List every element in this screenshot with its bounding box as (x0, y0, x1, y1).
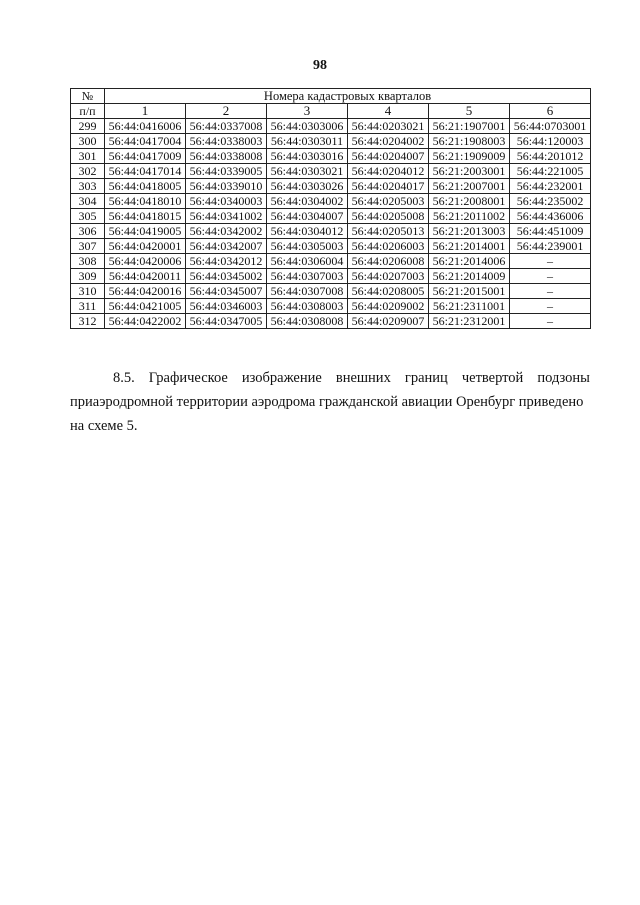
table-row (71, 284, 591, 299)
cadastral-number-cell: 56:44:0206003 (348, 239, 429, 254)
row-number-cell: 305 (71, 209, 105, 224)
paragraph-word: четвертой (461, 370, 524, 386)
cadastral-number-cell: 56:44:0204002 (348, 134, 429, 149)
table-row (71, 164, 591, 179)
cadastral-number-cell: 56:21:2013003 (429, 224, 510, 239)
cadastral-number-cell: 56:44:0204007 (348, 149, 429, 164)
cadastral-number-cell: 56:44:0703001 (510, 119, 591, 134)
cadastral-number-cell: 56:44:0304012 (267, 224, 348, 239)
cadastral-number-cell: 56:44:239001 (510, 239, 591, 254)
cadastral-number-cell: – (510, 299, 591, 314)
cadastral-number-cell: 56:44:0421005 (105, 299, 186, 314)
cadastral-number-cell: 56:44:0303021 (267, 164, 348, 179)
paragraph-line (113, 366, 590, 390)
paragraph-word: Графическое (148, 370, 228, 386)
cadastral-number-cell: 56:44:0207003 (348, 269, 429, 284)
cadastral-number-cell: 56:44:0303016 (267, 149, 348, 164)
cadastral-number-cell: 56:21:2014001 (429, 239, 510, 254)
row-number-cell: 300 (71, 134, 105, 149)
header-number-top: № (71, 89, 105, 104)
table-row (71, 194, 591, 209)
paragraph-word: подзоны (537, 370, 590, 386)
table-row (71, 299, 591, 314)
cadastral-number-cell: 56:44:0417004 (105, 134, 186, 149)
column-number: 3 (267, 104, 348, 119)
row-number-cell: 309 (71, 269, 105, 284)
table-row (71, 149, 591, 164)
row-number-cell: 303 (71, 179, 105, 194)
column-number: 6 (510, 104, 591, 119)
cadastral-number-cell: 56:44:0306004 (267, 254, 348, 269)
cadastral-number-cell: 56:44:0208005 (348, 284, 429, 299)
cadastral-number-cell: 56:44:0345007 (186, 284, 267, 299)
cadastral-number-cell: 56:44:232001 (510, 179, 591, 194)
cadastral-number-cell: 56:44:0417009 (105, 149, 186, 164)
cadastral-number-cell: 56:21:2311001 (429, 299, 510, 314)
cadastral-number-cell: 56:44:0305003 (267, 239, 348, 254)
cadastral-number-cell: 56:44:0204017 (348, 179, 429, 194)
cadastral-number-cell: 56:44:0337008 (186, 119, 267, 134)
cadastral-number-cell: 56:44:0339005 (186, 164, 267, 179)
cadastral-number-cell: 56:44:0206008 (348, 254, 429, 269)
row-number-cell: 304 (71, 194, 105, 209)
paragraph-word: границ (404, 370, 448, 386)
paragraph-8-5 (70, 366, 590, 438)
paragraph-line: приаэродромной территории аэродрома гражданской авиации Оренбург приведено (70, 394, 584, 410)
cadastral-number-cell: 56:44:0304007 (267, 209, 348, 224)
paragraph-word: изображение (241, 370, 322, 386)
cadastral-number-cell: 56:21:2312001 (429, 314, 510, 329)
row-number-cell: 302 (71, 164, 105, 179)
cadastral-number-cell: 56:44:0204012 (348, 164, 429, 179)
cadastral-number-cell: – (510, 269, 591, 284)
cadastral-number-cell: 56:44:0307003 (267, 269, 348, 284)
page-number: 98 (313, 58, 327, 73)
row-number-cell: 308 (71, 254, 105, 269)
cadastral-number-cell: 56:44:0339010 (186, 179, 267, 194)
table-row (71, 119, 591, 134)
cadastral-number-cell: 56:44:0418015 (105, 209, 186, 224)
cadastral-number-cell: 56:44:0205013 (348, 224, 429, 239)
table-row (71, 134, 591, 149)
column-number: 1 (105, 104, 186, 119)
cadastral-number-cell: 56:44:0209007 (348, 314, 429, 329)
row-number-cell: 301 (71, 149, 105, 164)
cadastral-number-cell: 56:44:0304002 (267, 194, 348, 209)
cadastral-number-cell: 56:44:0416006 (105, 119, 186, 134)
column-number: 4 (348, 104, 429, 119)
cadastral-number-cell: 56:44:0418010 (105, 194, 186, 209)
table-row (71, 209, 591, 224)
cadastral-number-cell: 56:21:1909009 (429, 149, 510, 164)
cadastral-number-cell: 56:44:0338008 (186, 149, 267, 164)
cadastral-number-cell: 56:21:2003001 (429, 164, 510, 179)
cadastral-number-cell: 56:21:1908003 (429, 134, 510, 149)
cadastral-number-cell: 56:21:2015001 (429, 284, 510, 299)
cadastral-number-cell: 56:21:1907001 (429, 119, 510, 134)
cadastral-number-cell: 56:44:0418005 (105, 179, 186, 194)
table-row (71, 254, 591, 269)
cadastral-number-cell: 56:44:0341002 (186, 209, 267, 224)
cadastral-number-cell: 56:44:0205003 (348, 194, 429, 209)
table-row (71, 224, 591, 239)
cadastral-number-cell: 56:44:120003 (510, 134, 591, 149)
cadastral-number-cell: 56:44:0303026 (267, 179, 348, 194)
cadastral-number-cell: 56:44:0209002 (348, 299, 429, 314)
cadastral-number-cell: 56:44:0422002 (105, 314, 186, 329)
cadastral-number-cell: 56:44:0342012 (186, 254, 267, 269)
cadastral-number-cell: 56:44:0419005 (105, 224, 186, 239)
row-number-cell: 299 (71, 119, 105, 134)
cadastral-number-cell: 56:44:0420016 (105, 284, 186, 299)
row-number-cell: 310 (71, 284, 105, 299)
cadastral-number-cell: 56:44:0347005 (186, 314, 267, 329)
row-number-cell: 311 (71, 299, 105, 314)
cadastral-number-cell: 56:44:0307008 (267, 284, 348, 299)
cadastral-number-cell: 56:44:201012 (510, 149, 591, 164)
cadastral-number-cell: 56:44:0417014 (105, 164, 186, 179)
row-number-cell: 306 (71, 224, 105, 239)
table-row (71, 239, 591, 254)
row-number-cell: 307 (71, 239, 105, 254)
column-number: 5 (429, 104, 510, 119)
cadastral-number-cell: 56:44:0303006 (267, 119, 348, 134)
cadastral-number-cell: 56:21:2014006 (429, 254, 510, 269)
paragraph-word: 8.5. (113, 370, 135, 386)
cadastral-number-cell: 56:44:436006 (510, 209, 591, 224)
cadastral-number-cell: 56:44:0338003 (186, 134, 267, 149)
cadastral-number-cell: 56:21:2011002 (429, 209, 510, 224)
cadastral-number-cell: 56:44:0345002 (186, 269, 267, 284)
cadastral-number-cell: 56:44:0346003 (186, 299, 267, 314)
cadastral-number-cell: 56:44:235002 (510, 194, 591, 209)
cadastral-number-cell: 56:21:2008001 (429, 194, 510, 209)
table-row (71, 179, 591, 194)
cadastral-number-cell: 56:44:0340003 (186, 194, 267, 209)
table-row (71, 314, 591, 329)
table-body (71, 119, 591, 329)
header-main: Номера кадастровых кварталов (105, 89, 591, 104)
cadastral-number-cell: 56:44:0342002 (186, 224, 267, 239)
row-number-cell: 312 (71, 314, 105, 329)
cadastral-number-cell: 56:44:221005 (510, 164, 591, 179)
cadastral-number-cell: 56:44:0420001 (105, 239, 186, 254)
column-number: 2 (186, 104, 267, 119)
cadastral-number-cell: 56:44:0203021 (348, 119, 429, 134)
cadastral-number-cell: 56:44:451009 (510, 224, 591, 239)
cadastral-quarters-table (70, 88, 591, 329)
cadastral-number-cell: 56:44:0308008 (267, 314, 348, 329)
paragraph-word: внешних (335, 370, 391, 386)
cadastral-number-cell: – (510, 314, 591, 329)
header-number-bottom: п/п (71, 104, 105, 119)
cadastral-number-cell: 56:44:0420006 (105, 254, 186, 269)
cadastral-number-cell: 56:44:0205008 (348, 209, 429, 224)
cadastral-number-cell: – (510, 284, 591, 299)
cadastral-number-cell: 56:44:0342007 (186, 239, 267, 254)
cadastral-number-cell: 56:21:2007001 (429, 179, 510, 194)
cadastral-number-cell: 56:21:2014009 (429, 269, 510, 284)
cadastral-number-cell: 56:44:0420011 (105, 269, 186, 284)
cadastral-number-cell: – (510, 254, 591, 269)
cadastral-number-cell: 56:44:0308003 (267, 299, 348, 314)
table-row (71, 269, 591, 284)
cadastral-number-cell: 56:44:0303011 (267, 134, 348, 149)
paragraph-line: на схеме 5. (70, 418, 138, 434)
